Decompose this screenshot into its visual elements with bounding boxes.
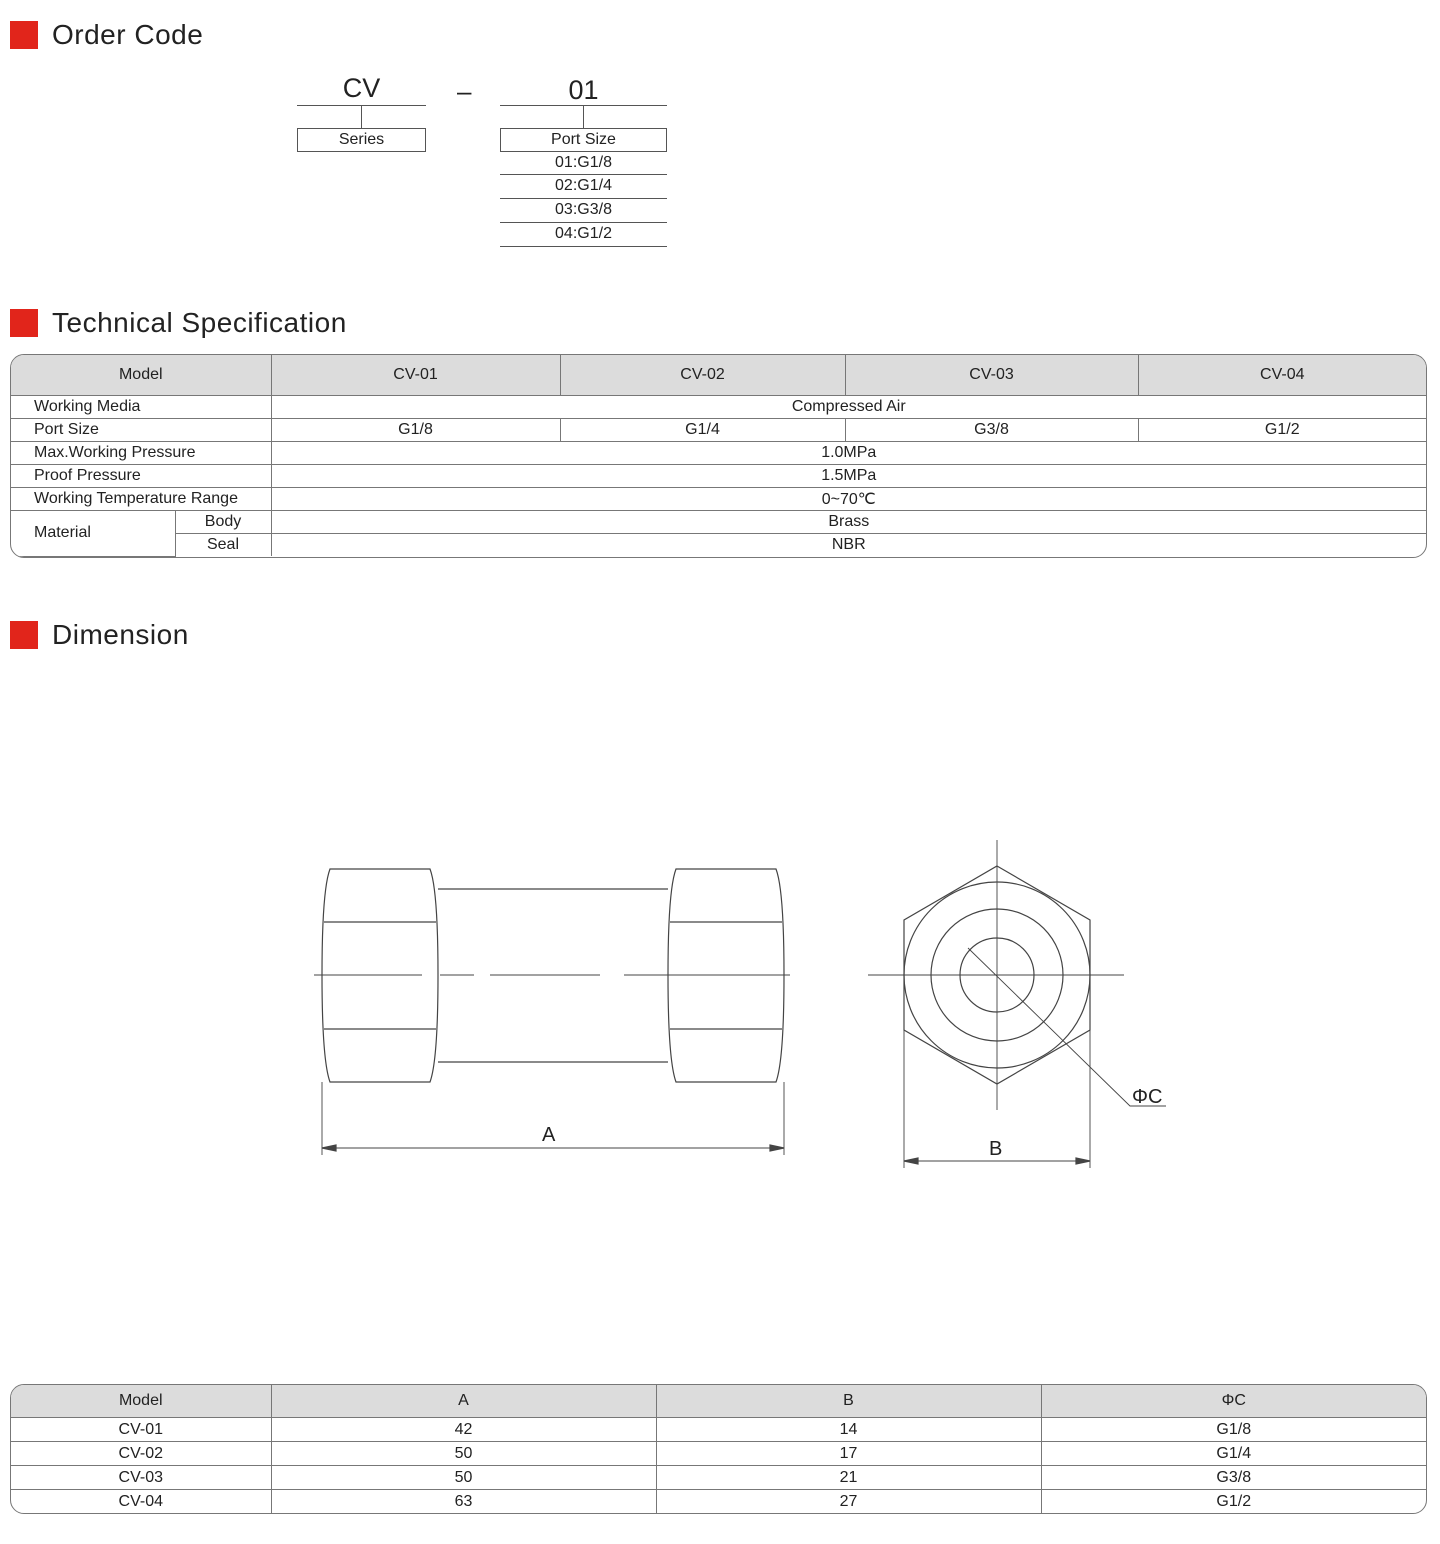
section-title: Order Code	[52, 19, 204, 50]
code-dash: –	[457, 76, 472, 106]
dimension-drawing	[0, 800, 1440, 1180]
cell-c: G1/8	[1041, 1418, 1426, 1442]
row-value: 1.5MPa	[271, 465, 1426, 488]
table-row	[11, 1442, 1426, 1466]
cell-a: 50	[271, 1442, 656, 1466]
section-marker	[10, 21, 38, 49]
row-value: Brass	[271, 511, 1426, 534]
header-cell: CV-04	[1138, 355, 1426, 396]
dimension-table	[10, 1384, 1427, 1514]
row-label: Max.Working Pressure	[11, 442, 271, 465]
end-view	[868, 840, 1166, 1168]
cell-b: 27	[656, 1490, 1041, 1514]
header-cell: A	[271, 1385, 656, 1418]
section-dimension	[10, 619, 189, 651]
header-cell: Model	[11, 1385, 271, 1418]
label-b: B	[989, 1138, 1003, 1160]
row-value: G1/8	[271, 419, 560, 442]
table-row	[11, 419, 1426, 442]
section-order-code	[10, 19, 203, 51]
row-label: Port Size	[11, 419, 271, 442]
port-option: 02:G1/4	[500, 175, 667, 199]
cell-model: CV-02	[11, 1442, 271, 1466]
spec-table	[10, 354, 1427, 558]
row-label: Material	[11, 511, 175, 557]
cell-a: 63	[271, 1490, 656, 1514]
series-connector	[361, 105, 362, 128]
cell-model: CV-01	[11, 1418, 271, 1442]
series-code: CV	[342, 73, 381, 103]
port-connector	[583, 105, 584, 128]
table-row	[11, 511, 1426, 534]
header-cell: CV-03	[845, 355, 1138, 396]
right-hex-nut	[668, 869, 784, 1082]
cell-c: G1/4	[1041, 1442, 1426, 1466]
table-row	[11, 465, 1426, 488]
cell-a: 42	[271, 1418, 656, 1442]
port-code: 01	[568, 75, 599, 105]
section-tech-spec	[10, 307, 347, 339]
spec-header-row	[11, 355, 1426, 396]
port-option: 04:G1/2	[500, 223, 667, 247]
port-option: 03:G3/8	[500, 199, 667, 223]
row-label: Working Temperature Range	[11, 488, 271, 511]
cell-b: 14	[656, 1418, 1041, 1442]
table-row	[11, 488, 1426, 511]
series-label-box: Series	[297, 128, 426, 152]
row-value: NBR	[271, 534, 1426, 557]
table-row	[11, 1466, 1426, 1490]
row-label: Proof Pressure	[11, 465, 271, 488]
cell-model: CV-04	[11, 1490, 271, 1514]
side-view	[314, 869, 790, 1155]
header-cell: CV-02	[560, 355, 845, 396]
cell-c: G1/2	[1041, 1490, 1426, 1514]
table-row	[11, 1490, 1426, 1514]
row-value: G1/4	[560, 419, 845, 442]
header-cell: CV-01	[271, 355, 560, 396]
cell-b: 17	[656, 1442, 1041, 1466]
section-title: Technical Specification	[52, 307, 347, 338]
row-value: Compressed Air	[271, 396, 1426, 419]
port-size-label-box: Port Size	[500, 128, 667, 152]
left-hex-nut	[322, 869, 438, 1082]
sub-label: Body	[175, 511, 271, 534]
cell-b: 21	[656, 1466, 1041, 1490]
header-cell: Model	[11, 355, 271, 396]
sub-label: Seal	[175, 534, 271, 557]
table-row	[11, 442, 1426, 465]
header-cell: ΦC	[1041, 1385, 1426, 1418]
label-c: ΦC	[1132, 1086, 1163, 1108]
row-value: 0~70℃	[271, 488, 1426, 511]
cell-c: G3/8	[1041, 1466, 1426, 1490]
label-a: A	[542, 1124, 556, 1146]
leader-line	[968, 948, 1166, 1106]
row-value: 1.0MPa	[271, 442, 1426, 465]
section-marker	[10, 621, 38, 649]
section-title: Dimension	[52, 619, 189, 650]
cell-a: 50	[271, 1466, 656, 1490]
row-value: G3/8	[845, 419, 1138, 442]
row-label: Working Media	[11, 396, 271, 419]
header-cell: B	[656, 1385, 1041, 1418]
dim-header-row	[11, 1385, 1426, 1418]
table-row	[11, 1418, 1426, 1442]
table-row	[11, 396, 1426, 419]
cell-model: CV-03	[11, 1466, 271, 1490]
port-option: 01:G1/8	[500, 152, 667, 175]
table-row	[11, 534, 1426, 557]
section-marker	[10, 309, 38, 337]
row-value: G1/2	[1138, 419, 1426, 442]
